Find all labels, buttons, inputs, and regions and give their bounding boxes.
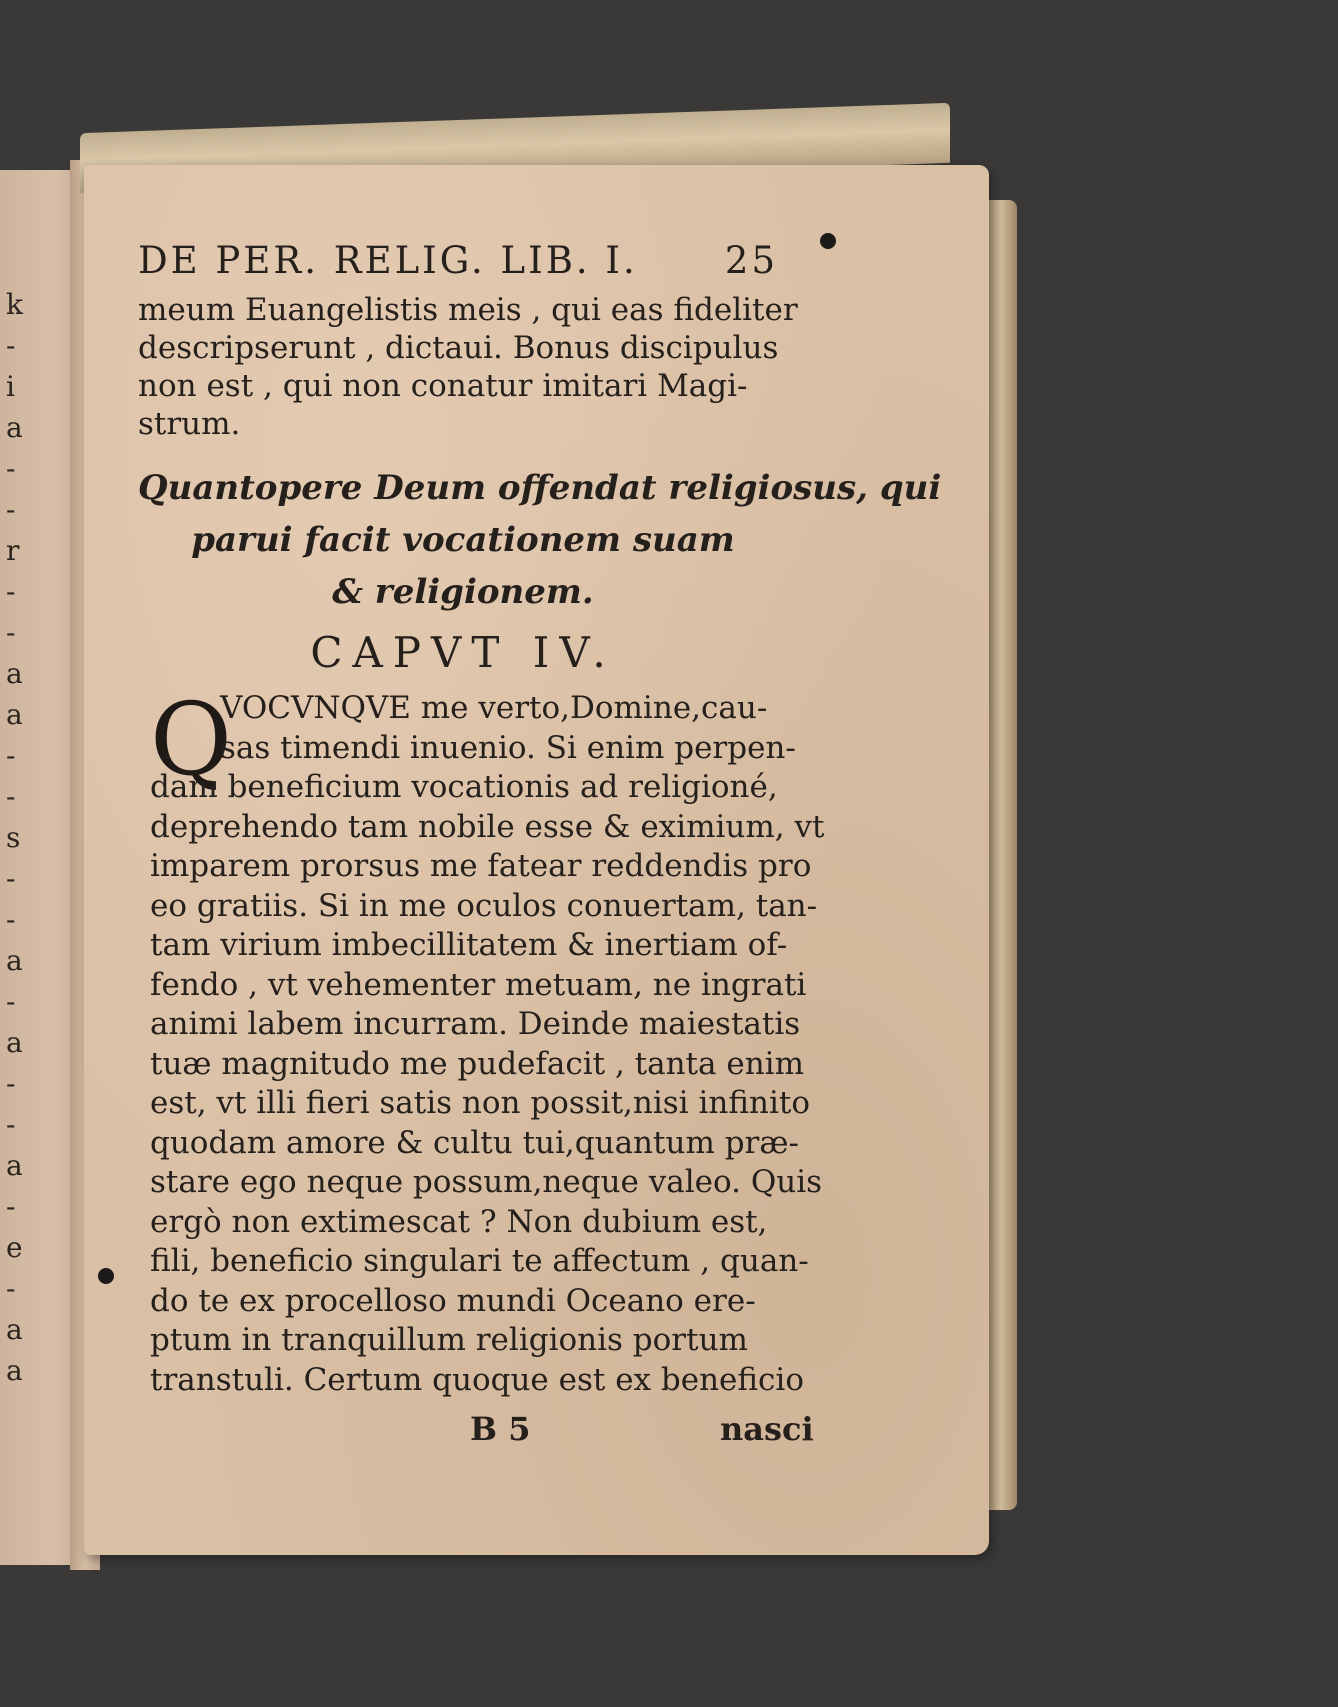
body-line: ergò non extimescat ? Non dubium est,	[150, 1203, 768, 1240]
page-edge-right	[985, 200, 1017, 1510]
body-line: tam virium imbecillitatem & inertiam of-	[150, 927, 788, 963]
page-number: 25	[724, 239, 778, 282]
left-page-glyph: a	[6, 698, 23, 731]
left-page-glyph: a	[6, 944, 23, 977]
body-line: fili, beneficio singulari te affectum , quan-	[150, 1243, 809, 1279]
signature-mark: B 5	[470, 1410, 531, 1448]
left-page-glyph: -	[6, 493, 16, 526]
left-page-glyph: a	[6, 1354, 23, 1387]
left-page-glyph: k	[6, 288, 23, 321]
chapter-title-line: parui facit vocationem suam	[191, 520, 735, 560]
left-page-glyph: s	[6, 821, 21, 854]
left-page-glyph: -	[6, 739, 16, 772]
text-line: strum.	[138, 406, 241, 442]
left-page-glyph: a	[6, 1026, 23, 1059]
text-line: non est , qui non conatur imitari Magi-	[138, 368, 748, 404]
left-page-glyph: -	[6, 616, 16, 649]
worm-hole-top	[820, 233, 836, 249]
left-page-glyph: -	[6, 1190, 16, 1223]
worm-hole-left	[98, 1268, 114, 1284]
body-line: do te ex procelloso mundi Oceano ere-	[150, 1282, 756, 1319]
body-line: est, vt illi fieri satis non possit,nisi infinito	[150, 1085, 811, 1121]
left-page-glyph: -	[6, 903, 16, 936]
left-page-glyph: -	[6, 1108, 16, 1141]
left-page-glyph: a	[6, 657, 23, 690]
body-line: animi labem incurram. Deinde maiestatis	[150, 1006, 801, 1042]
body-line: dam beneficium vocationis ad religioné,	[150, 769, 778, 805]
left-page-glyph: -	[6, 329, 16, 362]
running-header	[138, 239, 778, 282]
chapter-number: CAPVT IV.	[310, 628, 616, 677]
chapter-title-line: & religionem.	[332, 572, 594, 612]
body-line: sas timendi inuenio. Si enim perpen-	[220, 729, 796, 766]
body-line: tuæ magnitudo me pudefacit , tanta enim	[150, 1045, 804, 1082]
body-line: imparem prorsus me fatear reddendis pro	[150, 848, 812, 884]
left-page-glyph: -	[6, 452, 16, 485]
left-page-glyph: -	[6, 575, 16, 608]
body-line: deprehendo tam nobile esse & eximium, vt	[150, 808, 825, 845]
left-page-glyph: i	[6, 370, 15, 403]
left-page-glyph: a	[6, 1149, 23, 1182]
body-line: ptum in tranquillum religionis portum	[150, 1322, 748, 1358]
text-line: meum Euangelistis meis , qui eas fideliter	[138, 292, 798, 328]
left-page-glyph: a	[6, 1313, 23, 1346]
body-line: eo gratiis. Si in me oculos conuertam, tan-	[150, 887, 818, 924]
left-page-glyph: -	[6, 1272, 16, 1305]
body-line: VOCVNQVE me verto,Domine,cau-	[220, 690, 768, 726]
running-title: DE PER. RELIG. LIB. I.	[138, 239, 638, 282]
body-line: quodam amore & cultu tui,quantum præ-	[150, 1124, 799, 1161]
left-page-glyph: e	[6, 1231, 23, 1264]
body-line: stare ego neque possum,neque valeo. Quis	[150, 1164, 823, 1200]
left-page-glyph: -	[6, 1067, 16, 1100]
text-line: descripserunt , dictaui. Bonus discipulus	[138, 330, 779, 366]
left-page-glyph: a	[6, 411, 23, 444]
left-page-fragments	[0, 170, 40, 1565]
body-line: fendo , vt vehementer metuam, ne ingrati	[150, 966, 807, 1003]
left-page-glyph: -	[6, 985, 16, 1018]
drop-cap: Q	[150, 681, 232, 798]
left-page-glyph: r	[6, 534, 20, 567]
body-line: transtuli. Certum quoque est ex beneficio	[150, 1361, 804, 1398]
left-page-glyph: -	[6, 780, 16, 813]
left-page-glyph: -	[6, 862, 16, 895]
catchword: nasci	[720, 1410, 814, 1448]
chapter-title-line: Quantopere Deum offendat religiosus, qui	[138, 468, 942, 508]
